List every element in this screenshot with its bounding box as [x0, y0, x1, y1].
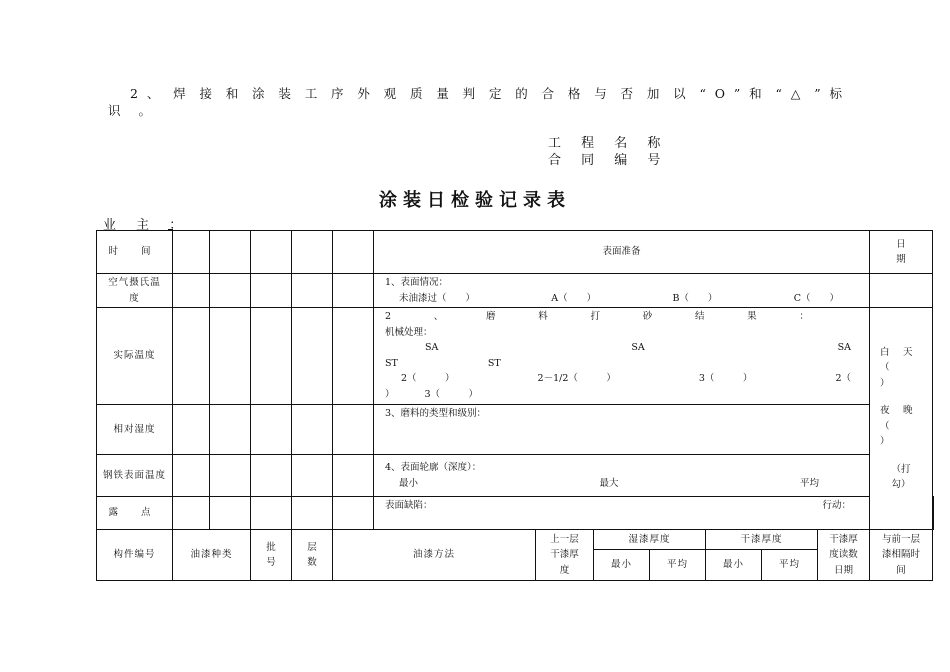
- wet-min-header: 最小: [594, 550, 650, 581]
- dew-point-cell[interactable]: [173, 497, 210, 530]
- day-night-cell: 白 天 （ ） 夜 晚 （ ） （打勾）: [870, 308, 933, 530]
- humidity-cell[interactable]: [173, 405, 210, 455]
- steel-temp-cell[interactable]: [251, 455, 292, 497]
- surface-profile: [374, 455, 870, 497]
- profile-min: 最小: [399, 477, 419, 489]
- option-b[interactable]: B（ ）: [672, 292, 718, 304]
- actual-temp-cell[interactable]: [210, 308, 251, 405]
- st-row: [385, 356, 869, 372]
- dew-point-cell[interactable]: [210, 497, 251, 530]
- st-grade: ST: [385, 357, 398, 369]
- surface-condition-title: 1、表面情况：: [385, 277, 449, 288]
- blasting-title: 2 、 磨 料 打 砂 结 果 ：: [385, 311, 809, 322]
- humidity-label: 相对湿度: [97, 405, 173, 455]
- wet-avg-header: 平均: [650, 550, 706, 581]
- sa-grade: SA: [425, 342, 439, 353]
- surface-defects: [374, 497, 870, 530]
- steel-temp-cell[interactable]: [210, 455, 251, 497]
- paint-type-header: 油漆种类: [173, 530, 251, 581]
- reading-date-header: 干漆厚度读数日期: [818, 530, 870, 581]
- day-label[interactable]: 白 天: [880, 346, 915, 358]
- grade-2-half[interactable]: 2－1/2（ ）: [537, 373, 616, 384]
- blasting-result: [374, 308, 870, 405]
- actual-temp-cell[interactable]: [173, 308, 210, 405]
- grade-row: [385, 371, 869, 387]
- option-a[interactable]: A（ ）: [551, 292, 597, 304]
- wet-thickness-header: 湿漆厚度: [594, 530, 706, 550]
- dew-point-cell[interactable]: [292, 497, 333, 530]
- sa-grade: SA: [837, 342, 851, 353]
- surface-condition-options: [385, 291, 869, 307]
- profile-max: 最大: [599, 477, 619, 489]
- profile-avg: 平均: [799, 477, 819, 489]
- air-temp-cell[interactable]: [333, 274, 374, 308]
- time-cell[interactable]: [292, 231, 333, 274]
- air-temp-cell[interactable]: [173, 274, 210, 308]
- actual-temp-cell[interactable]: [251, 308, 292, 405]
- air-temp-cell[interactable]: [210, 274, 251, 308]
- surface-profile-values: [385, 476, 869, 492]
- time-cell[interactable]: [173, 231, 210, 274]
- abrasive-type: 3、磨料的类型和级别：: [374, 405, 870, 455]
- st-grade: ST: [487, 357, 501, 369]
- grade-row-2: ） 3（ ）: [385, 387, 869, 403]
- date-cell[interactable]: [870, 274, 933, 308]
- dry-avg-header: 平均: [762, 550, 818, 581]
- prev-dry-thickness-header: 上一层干漆厚度: [536, 530, 594, 581]
- note-line-1: 2 、 焊 接 和 涂 装 工 序 外 观 质 量 判 定 的 合 格 与 否 加 以 “ O ” 和 “ △ ” 标: [130, 86, 842, 101]
- sa-grade: SA: [631, 342, 645, 353]
- grade-3-st[interactable]: 3（ ）: [424, 388, 479, 400]
- page-title: 涂装日检验记录表: [379, 190, 571, 211]
- date-cell[interactable]: [933, 497, 934, 530]
- actual-temp-label: 实际温度: [97, 308, 173, 405]
- dry-min-header: 最小: [706, 550, 762, 581]
- dew-point-label: 露 点: [97, 497, 173, 530]
- tick-note: （打勾）: [891, 463, 911, 490]
- actual-temp-cell[interactable]: [292, 308, 333, 405]
- surface-prep-header: 表面准备: [374, 231, 870, 274]
- owner-label: 业 主 ：: [103, 218, 191, 233]
- air-temp-cell[interactable]: [251, 274, 292, 308]
- time-cell[interactable]: [333, 231, 374, 274]
- steel-temp-cell[interactable]: [173, 455, 210, 497]
- humidity-cell[interactable]: [333, 405, 374, 455]
- grade-3[interactable]: 3（ ）: [698, 373, 753, 384]
- steel-temp-cell[interactable]: [333, 455, 374, 497]
- steel-temp-cell[interactable]: [292, 455, 333, 497]
- sa-row: [385, 340, 869, 356]
- inspection-table: [96, 230, 934, 581]
- option-unpainted[interactable]: 未油漆过（ ）: [399, 292, 476, 304]
- surface-condition: [374, 274, 870, 308]
- time-cell[interactable]: [210, 231, 251, 274]
- paint-method-header: 油漆方法: [333, 530, 536, 581]
- surface-profile-title: 4、表面轮廓（深度）：: [385, 462, 482, 473]
- air-temp-label: 空气摄氏温度: [97, 274, 173, 308]
- time-cell[interactable]: [251, 231, 292, 274]
- layer-count-header: 层数: [292, 530, 333, 581]
- batch-number-header: 批号: [251, 530, 292, 581]
- grade-2[interactable]: 2（ ）: [401, 373, 455, 384]
- contract-number-label: 合 同 编 号: [548, 153, 669, 168]
- dew-point-cell[interactable]: [251, 497, 292, 530]
- note-line-2: 识 。: [108, 103, 158, 118]
- grade-2-st[interactable]: 2（: [835, 373, 851, 384]
- part-number-header: 构件编号: [97, 530, 173, 581]
- actual-temp-cell[interactable]: [333, 308, 374, 405]
- air-temp-cell[interactable]: [292, 274, 333, 308]
- steel-temp-label: 钢铁表面温度: [97, 455, 173, 497]
- project-name-label: 工 程 名 称: [548, 136, 669, 151]
- humidity-cell[interactable]: [210, 405, 251, 455]
- humidity-cell[interactable]: [292, 405, 333, 455]
- date-header: 日 期: [870, 231, 933, 274]
- interval-header: 与前一层漆相隔时间: [870, 530, 933, 581]
- night-label[interactable]: 夜 晚: [880, 405, 915, 416]
- dew-point-cell[interactable]: [333, 497, 374, 530]
- defects-label: 表面缺陷：: [385, 500, 433, 511]
- action-label: 行动：: [822, 500, 851, 511]
- humidity-cell[interactable]: [251, 405, 292, 455]
- time-label: 时 间: [97, 231, 173, 274]
- dry-thickness-header: 干漆厚度: [706, 530, 818, 550]
- mechanical-label: 机械处理：: [385, 326, 433, 338]
- option-c[interactable]: C（ ）: [793, 292, 839, 304]
